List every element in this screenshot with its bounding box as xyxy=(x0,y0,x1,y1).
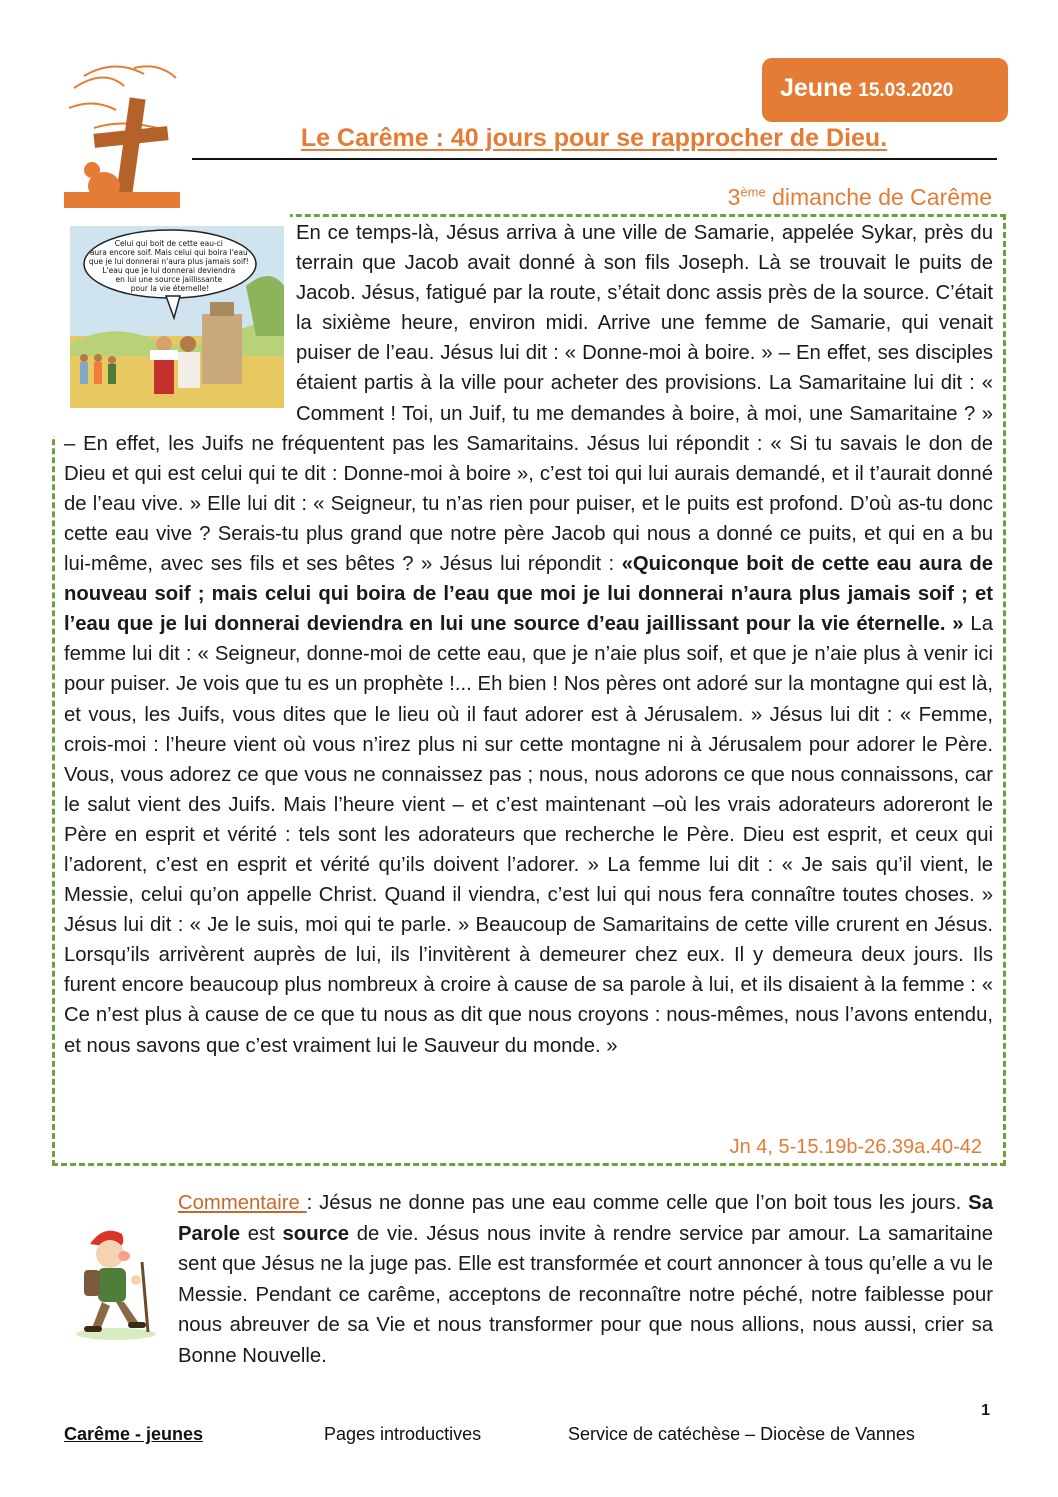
page-number: 1 xyxy=(981,1402,990,1419)
commentary-text-1: : Jésus ne donne pas une eau comme celle que l’on boit tous les jours. xyxy=(306,1192,969,1214)
badge-date: 15.03.2020 xyxy=(858,80,954,101)
commentary-paragraph xyxy=(64,1188,993,1371)
badge-label: Jeune xyxy=(780,74,853,102)
title-divider xyxy=(192,158,997,160)
scripture-reference: Jn 4, 5-15.19b-26.39a.40-42 xyxy=(729,1136,982,1158)
page-title: Le Carême : 40 jours pour se rapprocher de Dieu. xyxy=(300,124,888,152)
commentary-bold-2: source xyxy=(282,1222,350,1245)
sunday-heading xyxy=(728,184,992,211)
commentary-label: Commentaire xyxy=(178,1192,307,1214)
age-group-badge xyxy=(762,58,1008,122)
hiker-spacer xyxy=(64,1218,178,1368)
gospel-text-part2: La femme lui dit : « Seigneur, donne-moi de cette eau, que je n’aie plus soif, et que je n’aie plus à venir ici pour puiser. Je vois que tu es un prophète !... Eh bien ! Nos pères ont adoré sur la montagne qui est là, et vous, les Juifs, vous dites que le lieu où il faut adorer est à Jérusalem. » Jésus lui dit : « Femme, crois-moi : l’heure vient où vous n’irez plus ni sur cette montagne ni à Jérusalem pour adorer le Père. Vous, vous adorez ce que vous ne connaissez pas ; nous, nous adorons ce que nous connaissons, car le salut vient des Juifs. Mais l’heure vient – et c’est maintenant –où les vrais adorateurs adoreront le Père en esprit et vérité : tels sont les adorateurs que recherche le Père. Dieu est esprit, et ceux qui l’adorent, c’est en esprit et vérité qu’ils doivent l’adorer. » La femme lui dit : « Je sais qu’il vient, le Messie, celui qu’on appelle Christ. Quand il viendra, c’est lui qui nous fera connaître toutes choses. » Jésus lui dit : « Je le suis, moi qui te parle. » Beaucoup de Samaritains de cette ville crurent en Jésus. Lorsqu’ils arrivèrent auprès de lui, ils l’invitèrent à demeurer chez eux. Il y demeura deux jours. Ils furent encore beaucoup plus nombreux à croire à cause de sa parole à lui, et ils disaient à la femme : « Ce n’est plus à cause de ce que tu nous as dit que nous croyons : nous-mêmes, nous l’avons entendu, et nous savons que c’est vraiment lui le Sauveur du monde. » xyxy=(64,613,993,1057)
sunday-label: dimanche de Carême xyxy=(765,184,992,210)
gospel-text-part1: En ce temps-là, Jésus arriva à une ville de Samarie, appelée Sykar, près du terrain que Jacob avait donné à son fils Joseph. Là se trouvait le puits de Jacob. Jésus, fatigué par la route, s’était donc assis près de la source. C’était la sixième heure, environ midi. Arrive une femme de Samarie, qui venait puiser de l’eau. Jésus lui dit : « Donne-moi à boire. » – En effet, ses disciples étaient partis à la ville pour acheter des provisions. La Samaritaine lui dit : « Comment ! Toi, un Juif, tu me demandes à boire, à moi, une Samaritaine ? » – En effet, les Juifs ne fréquentent pas les Samaritains. Jésus lui répondit : « Si tu savais le don de Dieu et qui est celui qui te dit : Donne-moi à boire », c’est toi qui lui aurais demandé, et il t’aurait donné de l’eau vive. » Elle lui dit : « Seigneur, tu n’as rien pour puiser, et le puits est profond. D’où as-tu donc cette eau vive ? Serais-tu plus grand que notre père Jacob qui nous a donné ce puits, et qui en a bu lui-même, avec ses fils et ses bêtes ? » Jésus lui répondit : xyxy=(64,222,993,576)
cross-logo-icon xyxy=(64,58,180,218)
gospel-text-bold: «Quiconque boit de cette eau aura de nouveau soif ; mais celui qui boira de l’eau que moi je lui donnerai n’aura plus jamais soif ; et l’eau que je lui donnerai deviendra en lui une source d’eau jaillissant pour la vie éternelle. » xyxy=(64,553,993,636)
image-spacer xyxy=(64,218,296,428)
commentary-text-2: est xyxy=(240,1222,283,1245)
footer-center: Pages introductives xyxy=(324,1424,482,1444)
sunday-number: 3 xyxy=(727,184,741,210)
footer-left: Carême - jeunes xyxy=(64,1424,204,1444)
commentary-bold-1: Sa Parole xyxy=(178,1192,993,1245)
speech-bubble-text: Celui qui boit de cette eau-ci aura encore soif. Mais celui qui boira l'eau que je lui donnerai n'aura plus jamais soif! L'eau que je lui donnerai deviendra en lui une source jaillissante pour la vie éternelle! xyxy=(88,239,249,293)
gospel-reading xyxy=(64,218,993,1061)
sunday-ordinal: ème xyxy=(740,184,766,200)
commentary-text-3: de vie. Jésus nous invite à rendre service par amour. La samaritaine sent que Jésus ne la juge pas. Elle est transformée et court annoncer à tous qu’elle a vu le Messie. Pendant ce carême, acceptons de reconnaître notre péché, notre faiblesse pour nous abreuver de sa Vie et nous transformer pour que nous allions, nous aussi, crier sa Bonne Nouvelle. xyxy=(178,1222,993,1367)
footer-right: Service de catéchèse – Diocèse de Vannes xyxy=(568,1424,915,1444)
